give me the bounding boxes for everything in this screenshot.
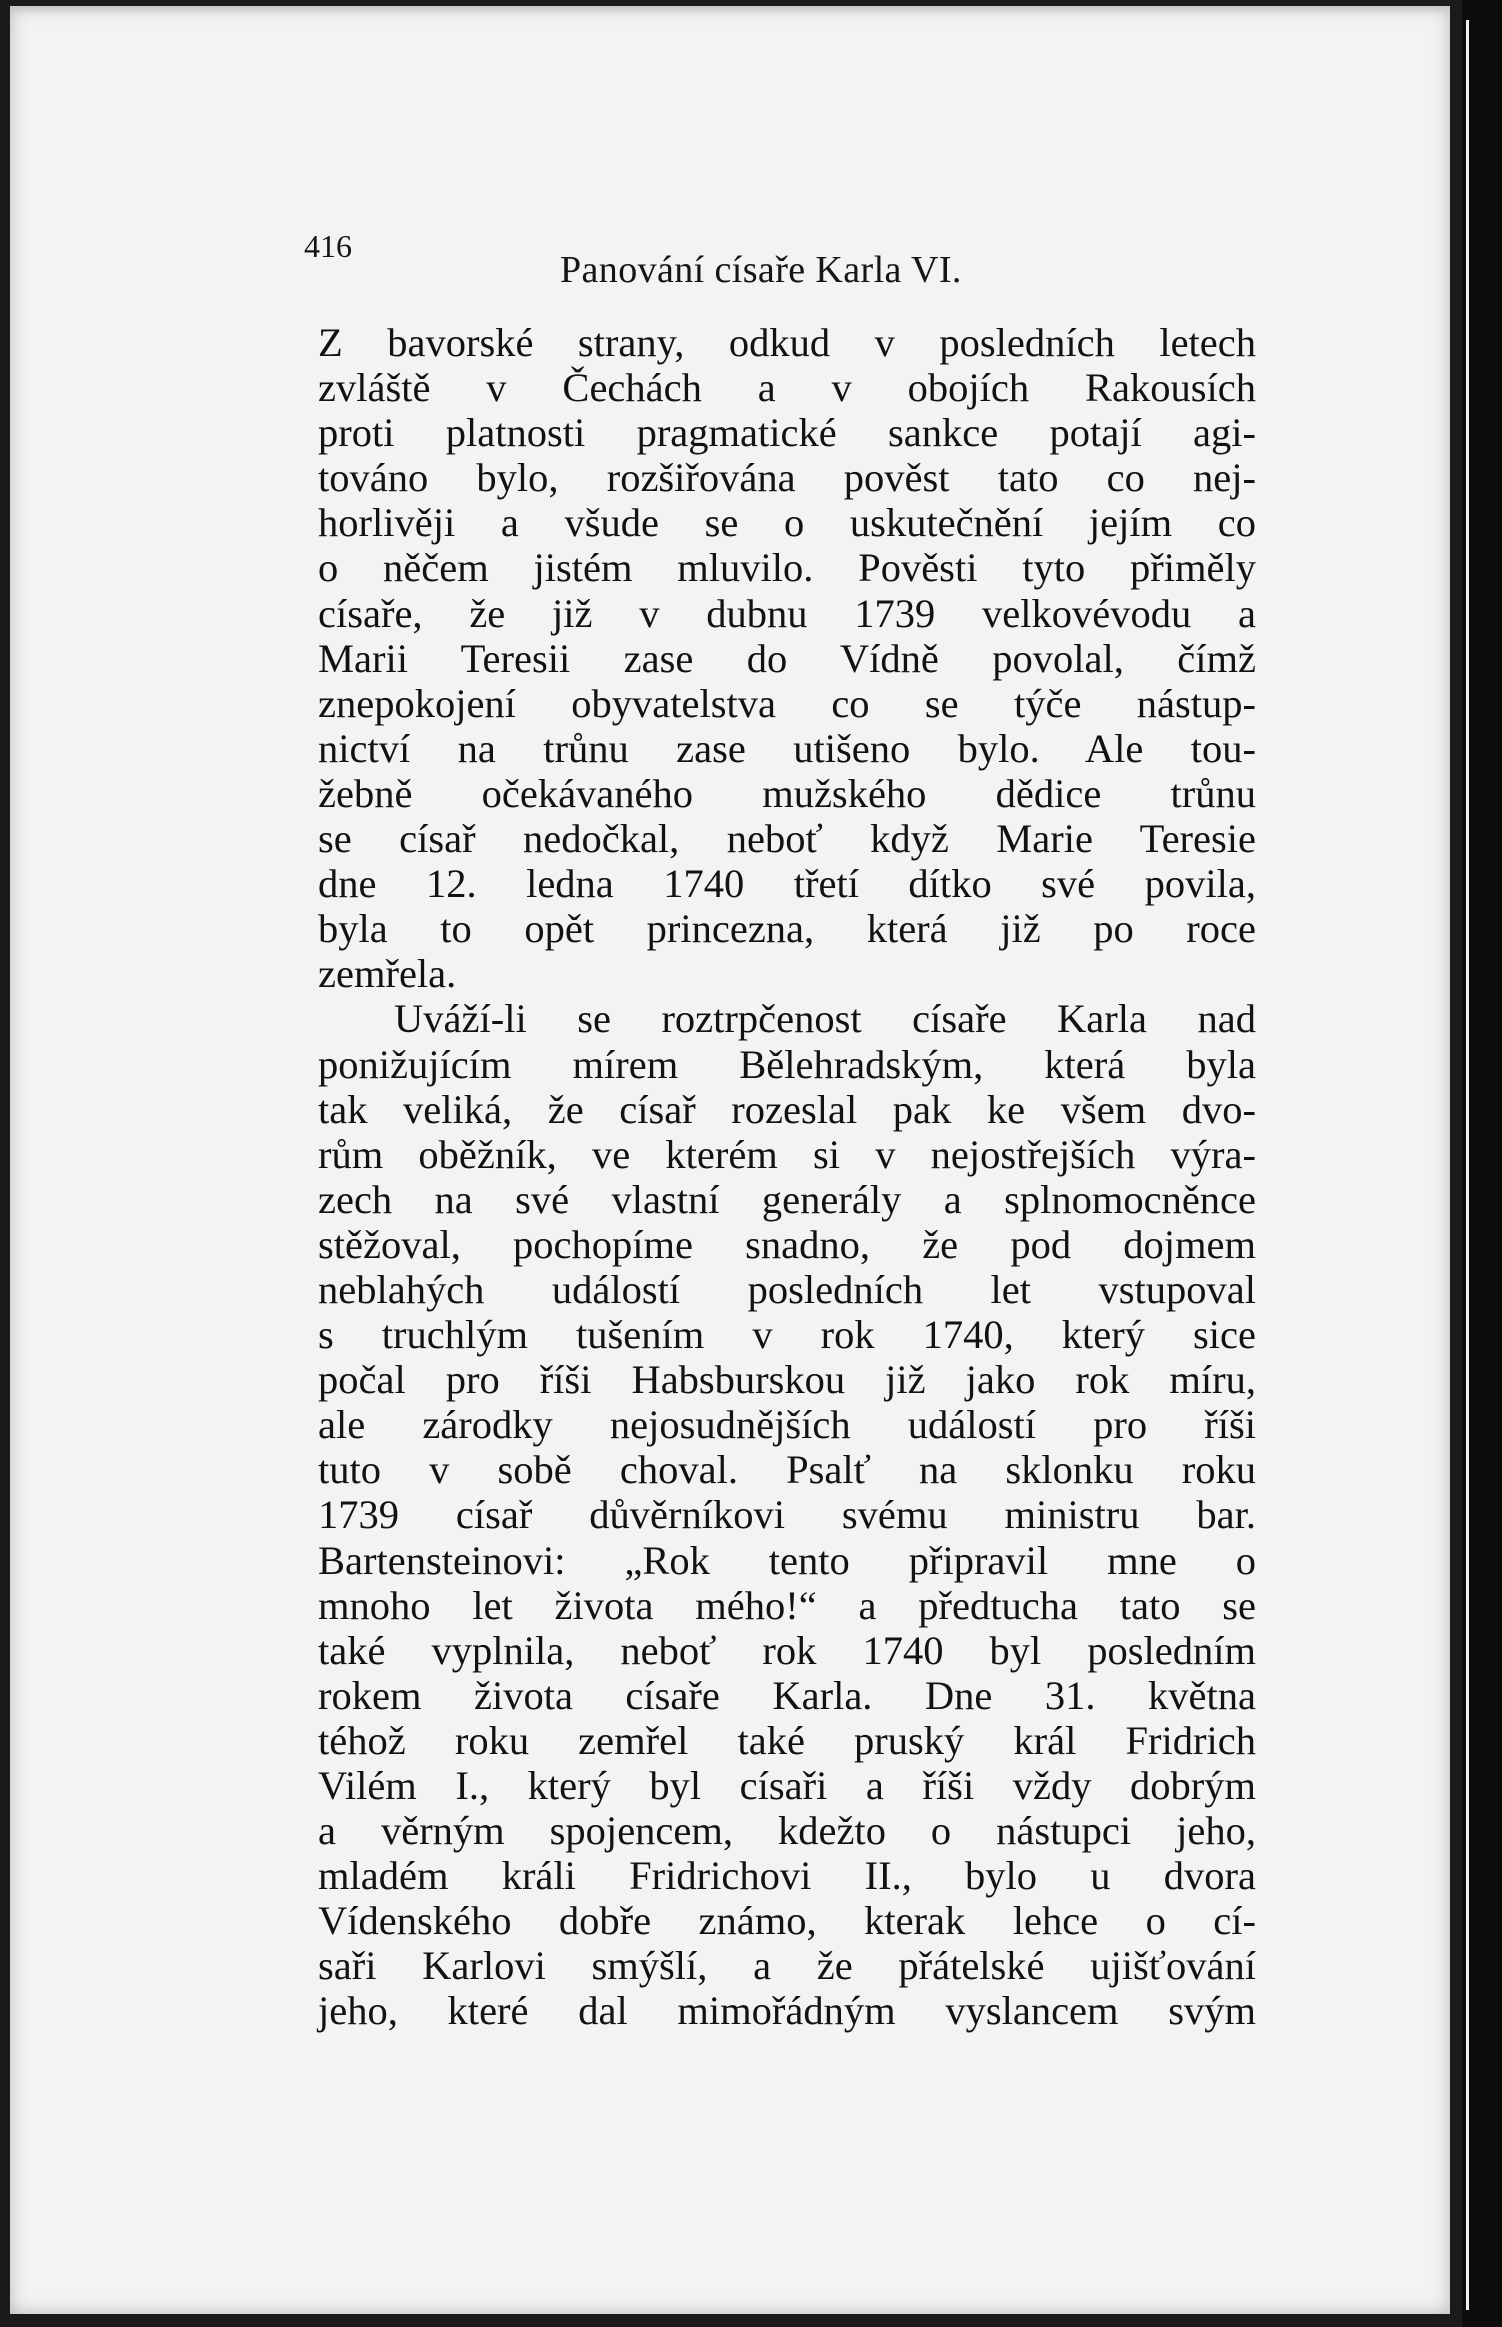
page-number: 416 xyxy=(304,228,352,264)
text-line: mnoho let života mého!“ a předtucha tato se xyxy=(318,1582,1256,1628)
text-line: rům oběžník, ve kterém si v nejostřejších výra- xyxy=(318,1131,1256,1177)
text-line: zvláště v Čechách a v obojích Rakousích xyxy=(318,365,1256,411)
text-line: se císař nedočkal, neboť když Marie Teresie xyxy=(318,816,1256,862)
text-line: o něčem jistém mluvilo. Pověsti tyto přiměly xyxy=(318,545,1256,591)
text-line: zech na své vlastní generály a splnomocněnce xyxy=(318,1176,1256,1222)
text-line: tuto v sobě choval. Psalť na sklonku roku xyxy=(318,1447,1256,1493)
text-line: zemřela. xyxy=(318,951,457,997)
text-line: ponižujícím mírem Bělehradským, která byla xyxy=(318,1041,1256,1087)
text-line: znepokojení obyvatelstva co se týče nástup- xyxy=(318,680,1256,726)
text-line: mladém králi Fridrichovi II., bylo u dvora xyxy=(318,1853,1256,1899)
running-title: Panování císaře Karla VI. xyxy=(560,249,962,291)
text-line: 1739 císař důvěrníkovi svému ministru bar. xyxy=(318,1492,1256,1538)
text-line: ale zárodky nejosudnějších událostí pro říši xyxy=(318,1402,1256,1448)
text-line: rokem života císaře Karla. Dne 31. května xyxy=(318,1672,1256,1718)
text-line: Vídenského dobře známo, kterak lehce o cí- xyxy=(318,1898,1256,1944)
text-line: byla to opět princezna, která již po roce xyxy=(318,906,1256,952)
text-line: saři Karlovi smýšlí, a že přátelské ujišťování xyxy=(318,1943,1256,1989)
text-line: Vilém I., který byl císaři a říši vždy dobrým xyxy=(318,1763,1256,1808)
text-line: Z bavorské strany, odkud v posledních letech xyxy=(318,320,1256,365)
text-line: dne 12. ledna 1740 třetí dítko své povila, xyxy=(318,861,1256,907)
text-line: Bartensteinovi: „Rok tento připravil mne o xyxy=(318,1537,1256,1583)
book-page xyxy=(10,6,1450,2314)
text-line: horlivěji a všude se o uskutečnění jejím co xyxy=(318,500,1256,546)
text-line: továno bylo, rozšiřována pověst tato co nej- xyxy=(318,455,1256,501)
text-line: neblahých událostí posledních let vstupoval xyxy=(318,1266,1256,1312)
text-line: téhož roku zemřel také pruský král Fridrich xyxy=(318,1717,1256,1763)
body-text xyxy=(318,320,1256,2034)
text-line: tak veliká, že císař rozeslal pak ke všem dvo- xyxy=(318,1086,1256,1132)
text-line: nictví na trůnu zase utišeno bylo. Ale tou- xyxy=(318,725,1256,771)
text-line: a věrným spojencem, kdežto o nástupci jeho, xyxy=(318,1808,1256,1854)
text-line: počal pro říši Habsburskou již jako rok míru, xyxy=(318,1357,1256,1403)
adjacent-page-edge xyxy=(1466,20,1469,2310)
text-line: žebně očekávaného mužského dědice trůnu xyxy=(318,770,1256,816)
text-line: stěžoval, pochopíme snadno, že pod dojmem xyxy=(318,1221,1256,1267)
text-line: Uváží-li se roztrpčenost císaře Karla nad xyxy=(394,996,1256,1042)
text-line: jeho, které dal mimořádným vyslancem svým xyxy=(318,1988,1256,2034)
text-line: také vyplnila, neboť rok 1740 byl posledním xyxy=(318,1627,1256,1673)
text-line: císaře, že již v dubnu 1739 velkovévodu a xyxy=(318,590,1256,636)
text-line: Marii Teresii zase do Vídně povolal, čímž xyxy=(318,635,1256,681)
text-line: proti platnosti pragmatické sankce potají agi- xyxy=(318,410,1256,456)
text-line: s truchlým tušením v rok 1740, který sice xyxy=(318,1312,1256,1358)
